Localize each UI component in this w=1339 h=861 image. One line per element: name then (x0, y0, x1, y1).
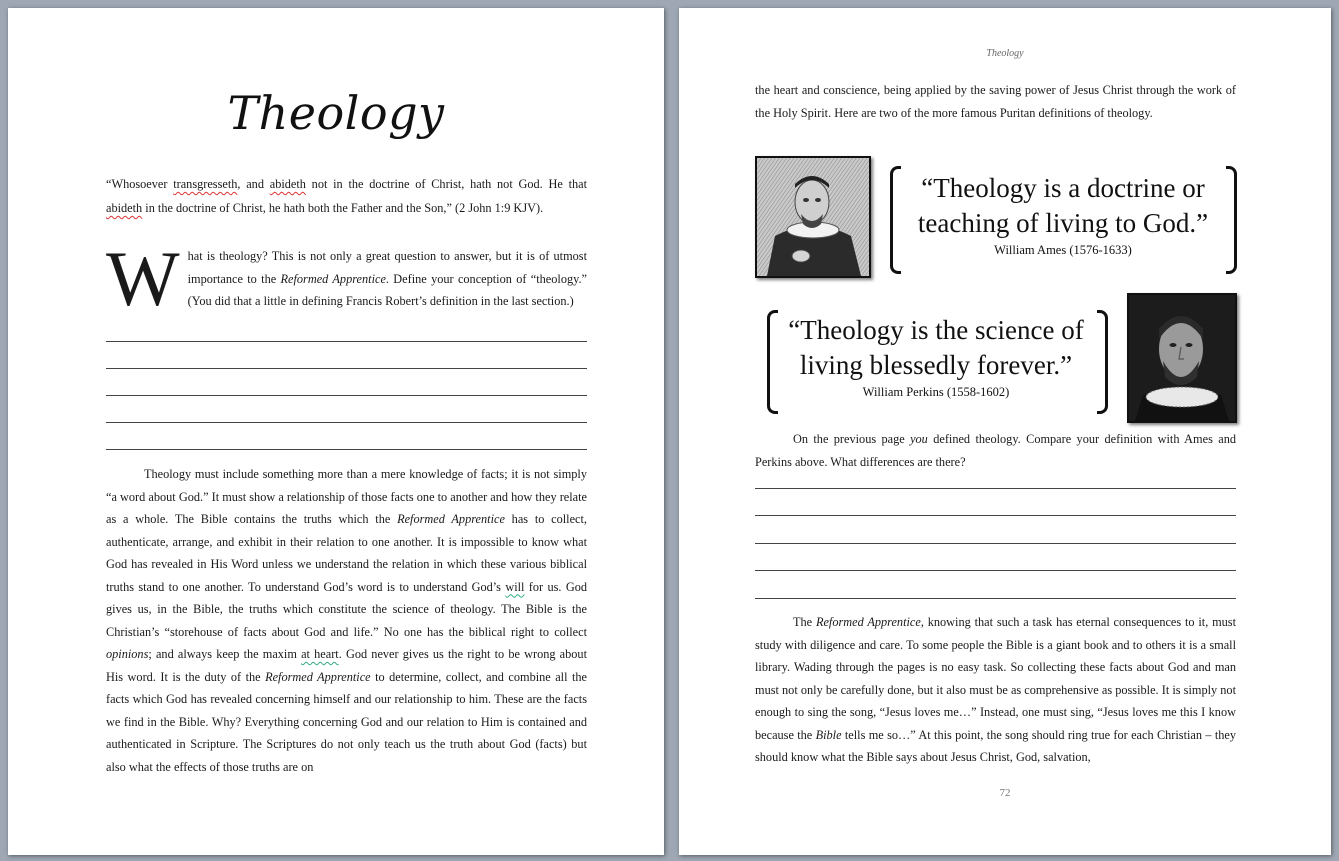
closing-text: tells me so…” At this point, the song should ring true for each Christian – they should know what the Bible says about Jesus Christ, God, salvation, (755, 727, 1237, 764)
portrait-ames-image (757, 158, 869, 276)
intro-text: . Define your conception of “theology.” (You did that a little in defining Francis Robert’s definition in the last section.) (187, 271, 588, 308)
epigraph-text: “Whosoever (106, 177, 174, 191)
grammar-flag[interactable]: at heart (301, 647, 339, 661)
bracket-right (1226, 166, 1237, 274)
compare-emphasis: you (910, 432, 928, 446)
compare-paragraph (755, 428, 1236, 473)
compare-text: On the previous page (793, 432, 911, 446)
epigraph-text: , and (237, 177, 270, 191)
grammar-flag[interactable]: will (505, 579, 525, 594)
body-text: Theology must include something more than a mere knowledge of facts; it is not simply “a word about God.” It must show a relationship of those facts one to another and how they relate as a whole. The Bible contains the truths which the (106, 467, 587, 526)
left-page (8, 8, 664, 855)
drop-cap: W (106, 235, 180, 322)
continued-paragraph: the heart and conscience, being applied by the saving power of Jesus Christ through the work of the Holy Spirit. Here are two of the more famous Puritan definitions of theology. (755, 83, 1236, 120)
epigraph-text: not in the doctrine of Christ, hath not God. He that (305, 177, 588, 191)
portrait-william-perkins (1127, 293, 1237, 423)
chapter-title: Theology (227, 86, 445, 140)
body-text: to determine, collect, and combine all the facts which God has revealed concerning himself and our relationship to him. These are the facts we find in the Bible. Why? Everything concerning God and our relation to Him is contained and authenticated in Scripture. The Scriptures do not only teach us the truth about God (facts) but also what the effects of those truths are on (106, 669, 588, 774)
bracket-right (1097, 310, 1108, 414)
body-emphasis: opinions (106, 647, 149, 661)
compare-text: defined theology. Compare your definition with Ames and Perkins above. What differences are there? (755, 432, 1236, 469)
quote-author-perkins: William Perkins (1558-1602) (862, 385, 1010, 399)
closing-emphasis: Reformed Apprentice (815, 615, 921, 629)
quote-author-ames: William Ames (1576-1633) (994, 243, 1132, 257)
body-emphasis: Reformed Apprentice (265, 669, 371, 684)
right-page (679, 8, 1331, 855)
answer-line[interactable] (755, 488, 1236, 489)
epigraph-text: in the doctrine of Christ, he hath both the Father and the Son,” (2 John 1:9 KJV). (142, 201, 544, 215)
answer-line[interactable] (755, 570, 1236, 571)
portrait-perkins-image (1129, 295, 1235, 421)
answer-line[interactable] (106, 341, 587, 342)
body-text: has to collect, authenticate, arrange, and exhibit in their relation to one another. It is impossible to know what God has revealed in His Word unless we understand the relation in which these various biblical truths stand to one another. To understand God’s word is to understand God’s (106, 512, 587, 594)
intro-text: hat is theology? This is not only a great question to answer, but it is of utmost importance to the (187, 249, 587, 286)
bracket-left (767, 310, 778, 414)
closing-emphasis: Bible (815, 727, 842, 742)
answer-line[interactable] (755, 515, 1236, 516)
body-text: . God never gives us the right to be wrong about His word. It is the duty of the (106, 647, 587, 684)
intro-paragraph (106, 235, 588, 322)
closing-paragraph (755, 611, 1236, 769)
quote-perkins: “Theology is the science of living blessedly forever.” (788, 315, 1084, 380)
answer-line[interactable] (106, 449, 587, 450)
spelling-flag[interactable]: abideth (106, 201, 143, 215)
spelling-flag[interactable]: abideth (269, 177, 306, 191)
answer-line[interactable] (106, 422, 587, 423)
answer-line[interactable] (755, 598, 1236, 599)
epigraph (106, 172, 587, 220)
bracket-left (890, 166, 901, 274)
answer-line[interactable] (755, 543, 1236, 544)
closing-text: , knowing that such a task has eternal consequences to it, must study with diligence and care. To some people the Bible is a giant book and to others it is a small library. Wading through the pages is no easy task. So collecting these facts about God and man must not only be carefully done, but it also must be as comprehensive as possible. It is simply not enough to sing the song, “Jesus loves me…” Instead, one must sing, “Jesus loves me this I know because the (755, 615, 1236, 742)
body-emphasis: Reformed Apprentice (397, 512, 505, 526)
spelling-flag[interactable]: transgresseth (173, 177, 238, 191)
quote-ames: “Theology is a doctrine or teaching of living to God.” (917, 173, 1209, 238)
portrait-william-ames (755, 156, 871, 278)
answer-line[interactable] (106, 395, 587, 396)
closing-text: The (793, 615, 816, 629)
page-number: 72 (999, 787, 1011, 799)
body-text: ; and always keep the maxim (148, 647, 302, 661)
body-text: for us. God gives us, in the Bible, the truths which constitute the science of theology. The Bible is the Christian’s “storehouse of facts about God and life.” No one has the biblical right to collect (106, 579, 588, 639)
body-paragraph (106, 463, 587, 778)
intro-emphasis: Reformed Apprentice (280, 271, 386, 286)
answer-line[interactable] (106, 368, 587, 369)
running-head: Theology (986, 48, 1024, 59)
